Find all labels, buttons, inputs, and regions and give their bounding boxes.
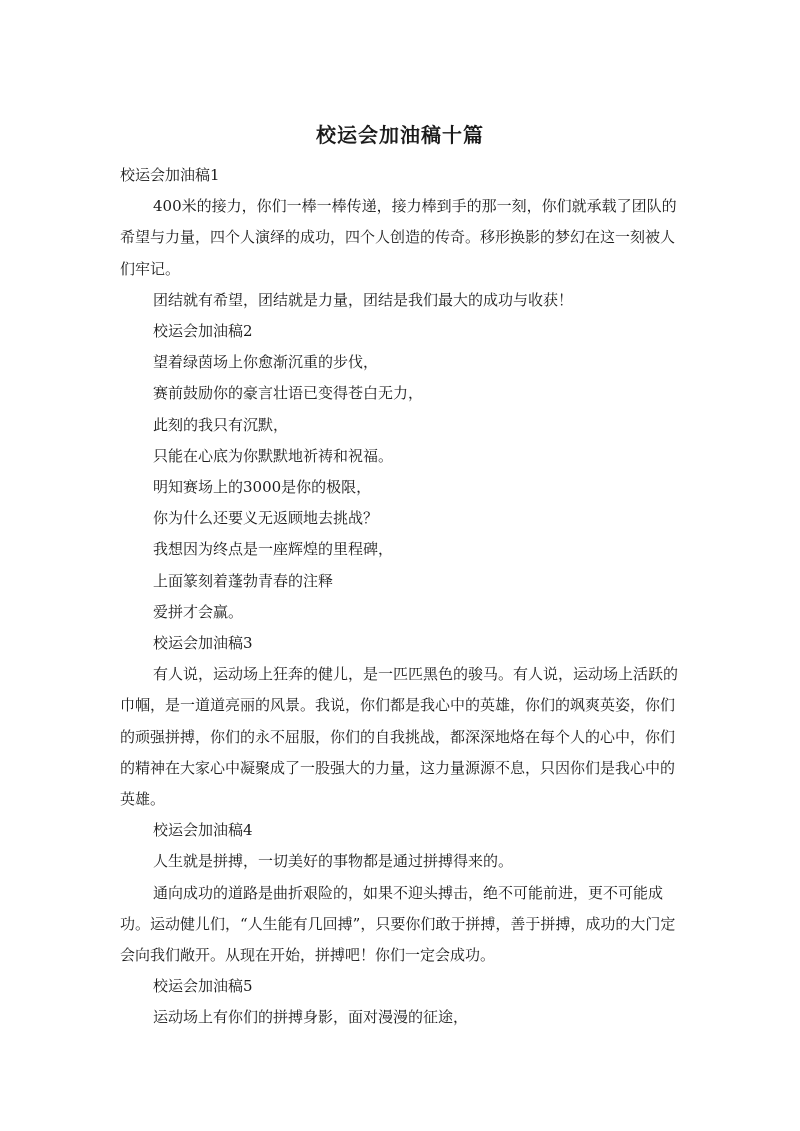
section-heading-2: 校运会加油稿2: [153, 322, 253, 341]
poem-line: 只能在心底为你默默地祈祷和祝福。: [153, 446, 394, 465]
poem-line: 上面篆刻着蓬勃青春的注释: [153, 571, 334, 590]
paragraph: 有人说，运动场上狂奔的健儿，是一匹匹黑色的骏马。有人说，运动场上活跃的巾帼，是一道道亮丽的风景。我说，你们都是我心中的英雄，你们的飒爽英姿，你们的顽强拼搏，你们的永不屈服，你们的自我挑战，都深深地烙在每个人的心中，你们的精神在大家心中凝聚成了一股强大的力量，这力量源源不息，只因你们是我心中的英雄。: [120, 665, 679, 809]
section-heading-1: 校运会加油稿1: [120, 166, 220, 184]
section-heading-3: 校运会加油稿3: [153, 634, 253, 653]
document-title: 校运会加油稿十篇: [316, 123, 484, 147]
poem-line: 爱拼才会赢。: [153, 602, 244, 621]
section-heading-5: 校运会加油稿5: [153, 977, 253, 996]
poem-line: 赛前鼓励你的豪言壮语已变得苍白无力，: [153, 384, 424, 403]
document-body: [120, 160, 685, 1034]
poem-line: 运动场上有你们的拼搏身影，面对漫漫的征途，: [153, 1008, 469, 1027]
poem-line: 明知赛场上的3000是你的极限，: [153, 478, 372, 497]
poem-line: 你为什么还要义无返顾地去挑战？: [153, 509, 379, 528]
section-heading-4: 校运会加油稿4: [153, 821, 253, 840]
paragraph: 400米的接力，你们一棒一棒传递，接力棒到手的那一刻，你们就承载了团队的希望与力量，四个人演绎的成功，四个人创造的传奇。移形换影的梦幻在这一刻被人们牢记。: [120, 197, 677, 278]
poem-line: 望着绿茵场上你愈渐沉重的步伐，: [153, 353, 379, 372]
poem-line: 我想因为终点是一座辉煌的里程碑，: [153, 540, 394, 559]
paragraph: 通向成功的道路是曲折艰险的，如果不迎头搏击，绝不可能前进，更不可能成功。运动健儿们，“人生能有几回搏”，只要你们敢于拼搏，善于拼搏，成功的大门定会向我们敞开。从现在开始，拼搏吧！你们一定会成功。: [120, 883, 676, 965]
paragraph: 团结就有希望，团结就是力量，团结是我们最大的成功与收获！: [153, 290, 574, 309]
poem-line: 此刻的我只有沉默，: [153, 415, 289, 434]
paragraph: 人生就是拼搏，一切美好的事物都是通过拼搏得来的。: [153, 852, 514, 871]
